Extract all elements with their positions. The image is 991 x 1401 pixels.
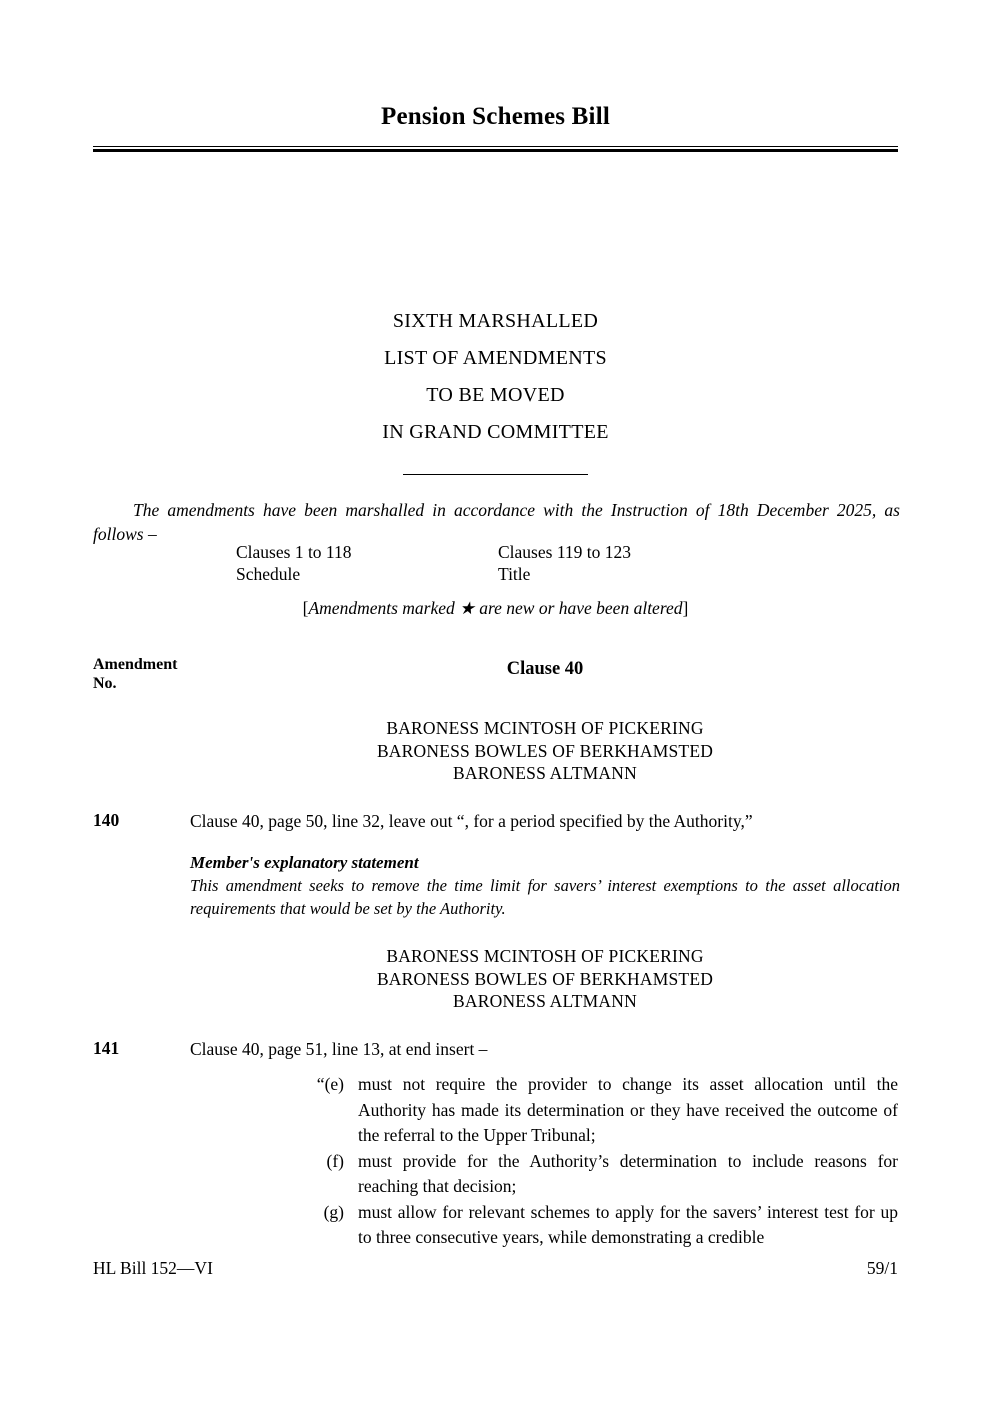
explanatory-statement-text: This amendment seeks to remove the time limit for savers’ interest exemptions to the asset allocation requirements that would be set by the Authority. [190,876,900,918]
list-item-text: must allow for relevant schemes to apply for the savers’ interest test for up to three consecutive years, while demonstrating a credible [358,1201,898,1247]
sponsor-block-2 [190,945,900,1013]
marshalled-list-heading [93,303,898,451]
amendment-number: 140 [93,810,120,830]
sponsor-name: BARONESS MCINTOSH OF PICKERING [386,718,704,738]
amendment-text: Clause 40, page 50, line 32, leave out “, for a period specified by the Authority,” [190,811,753,831]
sponsor-block-1 [190,717,900,785]
heading-line-3: TO BE MOVED [426,384,565,406]
inserted-provisions-list [296,1072,898,1251]
amendment-no-header-line1: Amendment [93,656,178,673]
explanatory-statement-title: Member's explanatory statement [190,853,419,872]
clause-range-columns [236,541,836,585]
footer-page-number: 59/1 [866,1258,898,1278]
amendment-no-header-line2: No. [93,675,117,692]
list-item [296,1200,898,1251]
list-item [296,1072,898,1149]
footer-bill-reference: HL Bill 152—VI [93,1258,213,1278]
star-note-open-bracket: [ [302,598,309,618]
list-item-label: “(e) [316,1074,344,1094]
list-item-label: (f) [326,1150,344,1171]
heading-divider [93,465,898,483]
heading-line-2: LIST OF AMENDMENTS [384,347,607,369]
clause-range-left-1: Clauses 1 to 118 [236,542,352,562]
amendment-entry-140 [93,810,900,833]
list-item-text: must not require the provider to change its asset allocation until the Authority has made its determination or they have received the outcome of the referral to the Upper Tribunal; [358,1074,898,1145]
clause-range-right-2: Title [498,564,531,584]
amendment-no-column-header [93,655,177,693]
list-item [296,1149,898,1200]
list-item-label: (g) [323,1201,344,1222]
title-double-rule [93,146,898,152]
sponsor-name: BARONESS MCINTOSH OF PICKERING [386,946,704,966]
amendment-text: Clause 40, page 51, line 13, at end insert – [190,1039,488,1059]
page-footer [93,1258,898,1279]
clause-section-heading: Clause 40 [506,659,584,679]
sponsor-name: BARONESS BOWLES OF BERKHAMSTED [376,740,714,761]
instruction-paragraph: The amendments have been marshalled in accordance with the Instruction of 18th December 2025, as follows – [93,500,900,544]
short-rule [403,474,588,475]
starred-amendments-note [93,598,898,619]
clause-range-left-2: Schedule [236,564,301,584]
star-note-close-bracket: ] [682,598,689,618]
clause-range-row-1 [236,541,836,563]
heading-line-4: IN GRAND COMMITTEE [382,421,609,443]
amendment-entry-141 [93,1038,900,1061]
page-title: Pension Schemes Bill [380,103,610,130]
heading-line-1: SIXTH MARSHALLED [392,310,599,332]
rule-thick-lower [93,149,898,152]
explanatory-statement-140 [190,851,900,920]
clause-range-row-2 [236,563,836,585]
sponsor-name: BARONESS ALTMANN [453,763,637,783]
sponsor-name: BARONESS BOWLES OF BERKHAMSTED [376,968,714,989]
list-item-text: must provide for the Authority’s determination to include reasons for reaching that decision; [358,1150,898,1196]
sponsor-name: BARONESS ALTMANN [453,991,637,1011]
star-note-text: Amendments marked ★ are new or have been altered [308,598,683,618]
clause-range-right-1: Clauses 119 to 123 [498,542,632,562]
amendment-number: 141 [93,1038,120,1058]
